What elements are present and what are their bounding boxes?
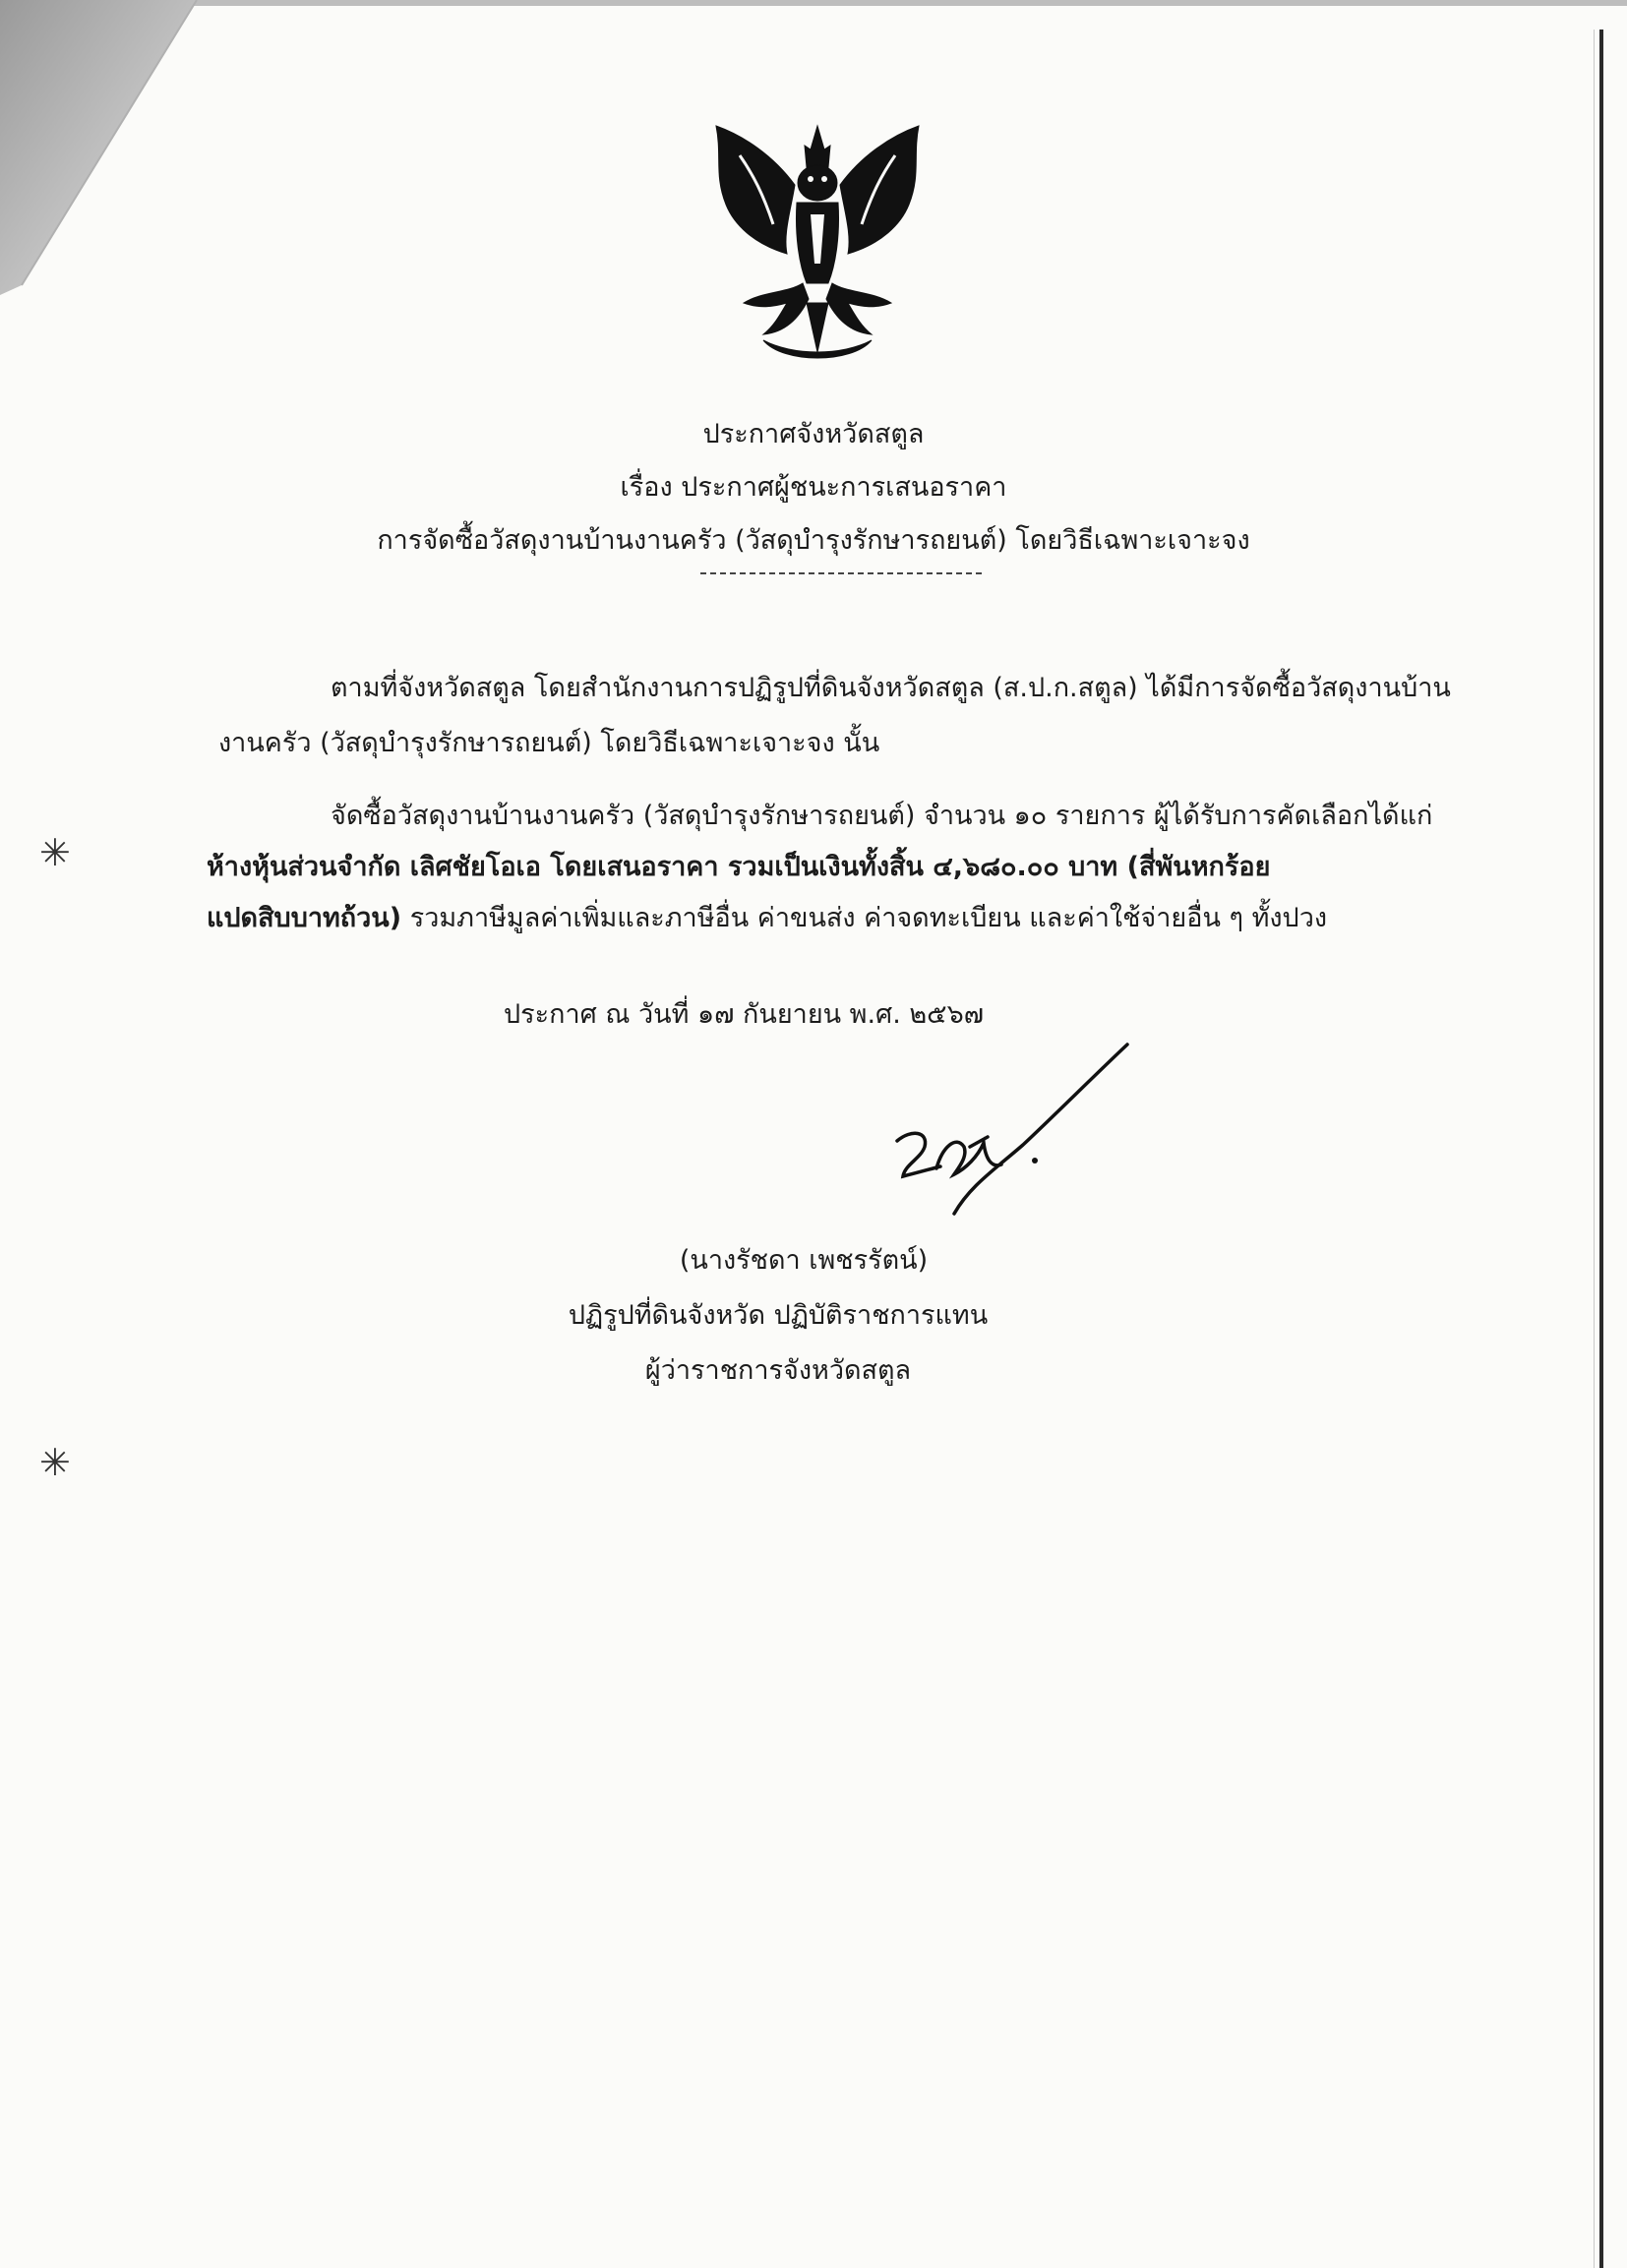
folded-corner [0, 0, 216, 315]
punch-mark: ✳ [39, 831, 71, 874]
announcement-date: ประกาศ ณ วันที่ ๑๗ กันยายน พ.ศ. ๒๕๖๗ [504, 999, 985, 1030]
scan-top-edge [0, 0, 1627, 6]
paragraph-2-line-3-rest: รวมภาษีมูลค่าเพิ่มและภาษีอื่น ค่าขนส่ง ค่าจดทะเบียน และค่าใช้จ่ายอื่น ๆ ทั้งปวง [401, 903, 1328, 933]
signatory-position: ปฏิรูปที่ดินจังหวัด ปฏิบัติราชการแทน [568, 1300, 989, 1331]
paragraph-1-line-2: งานครัว (วัสดุบำรุงรักษารถยนต์) โดยวิธีเฉพาะเจาะจง นั้น [218, 728, 880, 758]
signatory-title: ผู้ว่าราชการจังหวัดสตูล [644, 1355, 912, 1386]
announcement-title: ประกาศจังหวัดสตูล [702, 419, 925, 449]
title-divider [700, 572, 982, 574]
signatory-name: (นางรัชดา เพชรรัตน์) [679, 1245, 929, 1276]
scan-right-edge [1599, 30, 1603, 2268]
paragraph-2-line-1: จัดซื้อวัสดุงานบ้านงานครัว (วัสดุบำรุงรักษารถยนต์) จำนวน ๑๐ รายการ ผู้ได้รับการคัดเลือกได้แก่ [331, 801, 1433, 831]
handwritten-signature [875, 1039, 1151, 1225]
scan-right-edge-light [1594, 30, 1595, 2268]
paragraph-2-line-2: ห้างหุ้นส่วนจำกัด เลิศชัยโอเอ โดยเสนอราคา รวมเป็นเงินทั้งสิ้น ๔,๖๘๐.๐๐ บาท (สี่พันหกร้อย [207, 852, 1271, 882]
announcement-subject: เรื่อง ประกาศผู้ชนะการเสนอราคา [620, 472, 1007, 503]
procurement-title: การจัดซื้อวัสดุงานบ้านงานครัว (วัสดุบำรุงรักษารถยนต์) โดยวิธีเฉพาะเจาะจง [377, 525, 1250, 556]
paragraph-1-line-1: ตามที่จังหวัดสตูล โดยสำนักงานการปฏิรูปที่ดินจังหวัดสตูล (ส.ป.ก.สตูล) ได้มีการจัดซื้อวัสดุงานบ้าน [331, 673, 1451, 703]
garuda-emblem [704, 116, 931, 372]
paragraph-2-line-3 [207, 889, 1327, 948]
punch-mark: ✳ [39, 1441, 71, 1484]
amount-in-words-end: แปดสิบบาทถ้วน) [207, 903, 402, 933]
